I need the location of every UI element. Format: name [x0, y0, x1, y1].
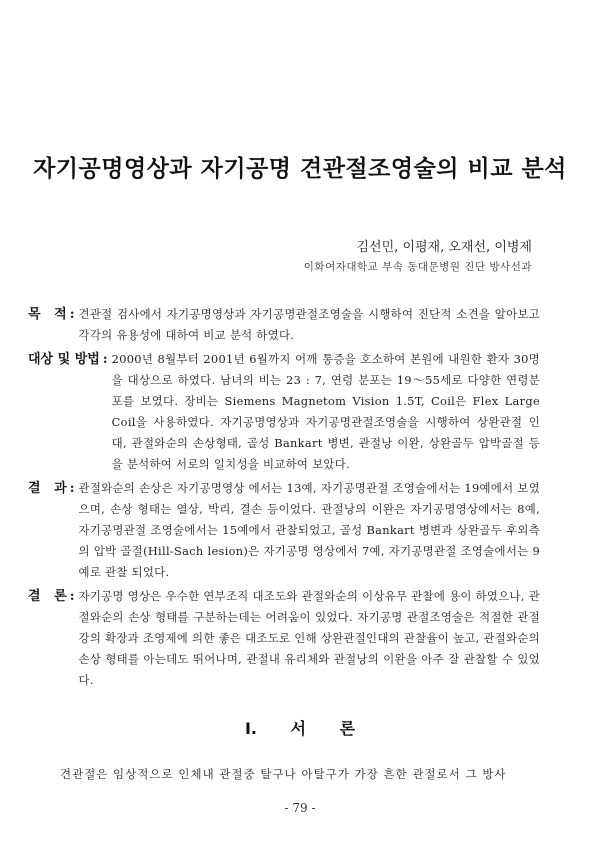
results-text: 관절와순의 손상은 자기공명영상 에서는 13예, 자기공명관절 조영술에서는 19예에서 보였으며, 손상 형태는 열상, 박리, 결손 등이었다. 관절낭의 이완은 자기공명영상에서는 8예, 자기공명관절 조영술에서는 15예에서 관찰되었고, 골성 Bankart 병변과 상완골두 후외측의 압박 골절(Hill-Sach lesion)은 자기공명 영상에서 7예, 자기공명관절 조영술에서는 9예로 관찰 되었다.: [78, 481, 540, 579]
affiliation: 이화여자대학교 부속 동대문병원 진단 방사선과: [303, 261, 532, 273]
methods-colon: :: [102, 352, 108, 367]
purpose-colon: :: [69, 307, 75, 322]
paper-title: 자기공명영상과 자기공명 견관절조영술의 비교 분석: [33, 156, 567, 182]
results-label: 결 과: [28, 481, 67, 496]
results-colon: :: [69, 481, 75, 496]
methods-label: 대상 및 방법: [28, 352, 100, 367]
purpose-label: 목 적: [28, 307, 67, 322]
conclusion-text: 자기공명 영상은 우수한 연부조직 대조도와 관절와순의 이상유무 관찰에 용이 하였으나, 관절와순의 손상 형태를 구분하는데는 어려움이 있었다. 자기공명 관절조영술은 적절한 관절강의 확장과 조영제에 의한 좋은 대조도로 인해 상완관절인대의 관찰율이 높고, 관절와순의 손상 형태를 아는데도 뛰어나며, 관절내 유리체와 관절낭의 이완을 아주 잘 관찰할 수 있었다.: [78, 589, 540, 687]
methods-text: 2000년 8월부터 2001년 6월까지 어깨 통증을 호소하여 본원에 내원한 환자 30명을 대상으로 하였다. 남녀의 비는 23 : 7, 연령 분포는 19～55세로 다양한 연령분포를 보였다. 장비는 Siemens Magnetom Vision 1.5T, Coil은 Flex Large Coil을 사용하였다. 자기공명영상과 자기공명관절조영술을 시행하여 상완관절 인대, 관절와순의 손상형태, 골성 Bankart 병변, 관절낭 이완, 상완골두 압박골절 등을 분석하여 서로의 일치성을 비교하여 보았다.: [111, 352, 540, 471]
abstract-conclusion: [28, 586, 540, 691]
conclusion-colon: :: [69, 589, 75, 604]
author-list: 김선민, 이평재, 오재선, 이병제: [356, 240, 532, 255]
conclusion-label: 결 론: [28, 589, 67, 604]
abstract-results: [28, 478, 540, 583]
page-number: - 79 -: [284, 801, 316, 815]
abstract-purpose: [28, 304, 540, 346]
introduction-first-line: 견관절은 임상적으로 인체내 관절중 탈구나 아탈구가 가장 흔한 관절로서 그 방사: [60, 767, 507, 781]
abstract: [28, 304, 540, 694]
purpose-text: 견관절 검사에서 자기공명영상과 자기공명관절조영술을 시행하여 진단적 소견을 알아보고 각각의 유용성에 대하여 비교 분석 하였다.: [78, 307, 540, 342]
section-heading-introduction: Ⅰ. 서 론: [244, 719, 356, 738]
abstract-methods: [28, 349, 540, 475]
